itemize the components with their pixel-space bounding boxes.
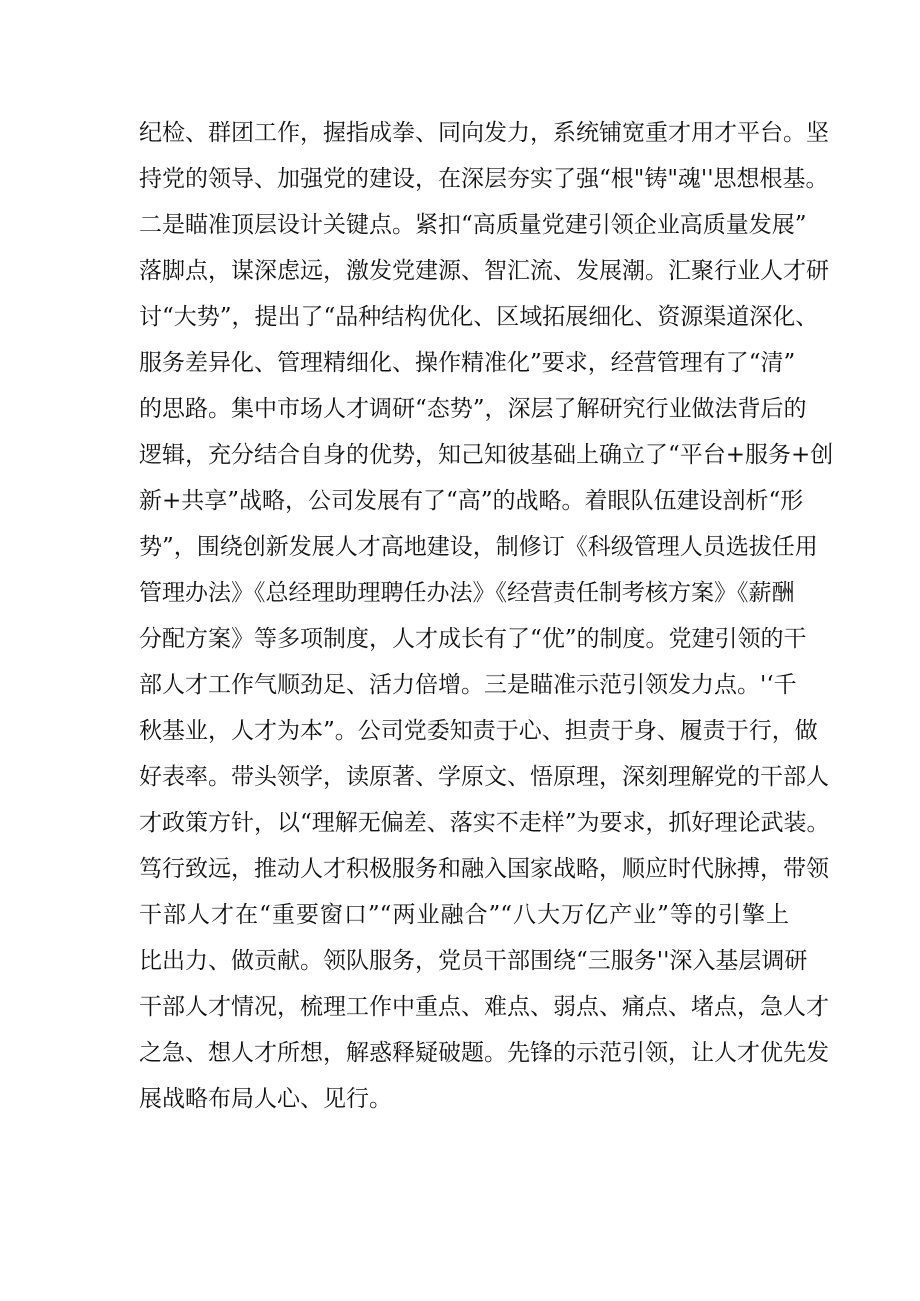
text-line-8: 逻辑，充分结合自身的优势，知己知彼基础上确立了“平台+服务+创: [139, 442, 834, 468]
text-line-21: 之急、想人才所想，解惑释疑破题。先锋的示范引领，让人才优先发: [139, 1040, 829, 1066]
text-line-15: 好表率。带头领学，读原著、学原文、悟原理，深刻理解党的干部人: [139, 764, 829, 790]
text-line-7: 的思路。集中市场人才调研“态势”，深层了解研究行业做法背后的: [139, 396, 807, 422]
text-line-14: 秋基业，人才为本”。公司党委知责于心、担责于身、履责于行，做: [139, 718, 818, 744]
text-line-13: 部人才工作气顺劲足、活力倍增。三是瞄准示范引领发力点。'‘千: [139, 672, 797, 698]
body-paragraph: [139, 110, 834, 1122]
text-line-20: 干部人才情况，梳理工作中重点、难点、弱点、痛点、堵点，急人才: [139, 994, 829, 1020]
text-line-3: 二是瞄准顶层设计关键点。紧扣“高质量党建引领企业高质量发展”: [139, 212, 807, 238]
text-line-5: 讨“大势”，提出了“品种结构优化、区域拓展细化、资源渠道深化、: [139, 304, 819, 330]
text-line-9: 新+共享”战略，公司发展有了“高”的战略。着眼队伍建设剖析“形: [139, 488, 804, 514]
text-line-22: 展战略布局人心、见行。: [139, 1086, 392, 1112]
text-line-4: 落脚点，谋深虑远，激发党建源、智汇流、发展潮。汇聚行业人才研: [139, 258, 829, 284]
text-line-1: 纪检、群团工作，握指成拳、同向发力，系统铺宽重才用才平台。坚: [139, 120, 829, 146]
text-line-18: 干部人才在“重要窗口”“两业融合”“八大万亿产业”等的引擎上: [139, 902, 789, 928]
text-line-17: 笃行致远，推动人才积极服务和融入国家战略，顺应时代脉搏，带领: [139, 856, 829, 882]
text-line-10: 势”，围绕创新发展人才高地建设，制修订《科级管理人员选拔任用: [139, 534, 818, 560]
text-line-19: 比出力、做贡献。领队服务，党员干部围绕“三服务''深入基层调研: [139, 948, 808, 974]
text-line-11: 管理办法》《总经理助理聘任办法》《经营责任制考核方案》《薪酬: [139, 580, 795, 606]
text-line-16: 才政策方针，以“理解无偏差、落实不走样”为要求，抓好理论武装。: [139, 810, 830, 836]
text-line-6: 服务差异化、管理精细化、操作精准化”要求，经营管理有了“清”: [139, 350, 796, 376]
text-line-12: 分配方案》等多项制度，人才成长有了“优”的制度。党建引领的干: [139, 626, 807, 652]
text-line-2: 持党的领导、加强党的建设，在深层夯实了强“根"铸"魂''思想根基。: [139, 166, 829, 192]
